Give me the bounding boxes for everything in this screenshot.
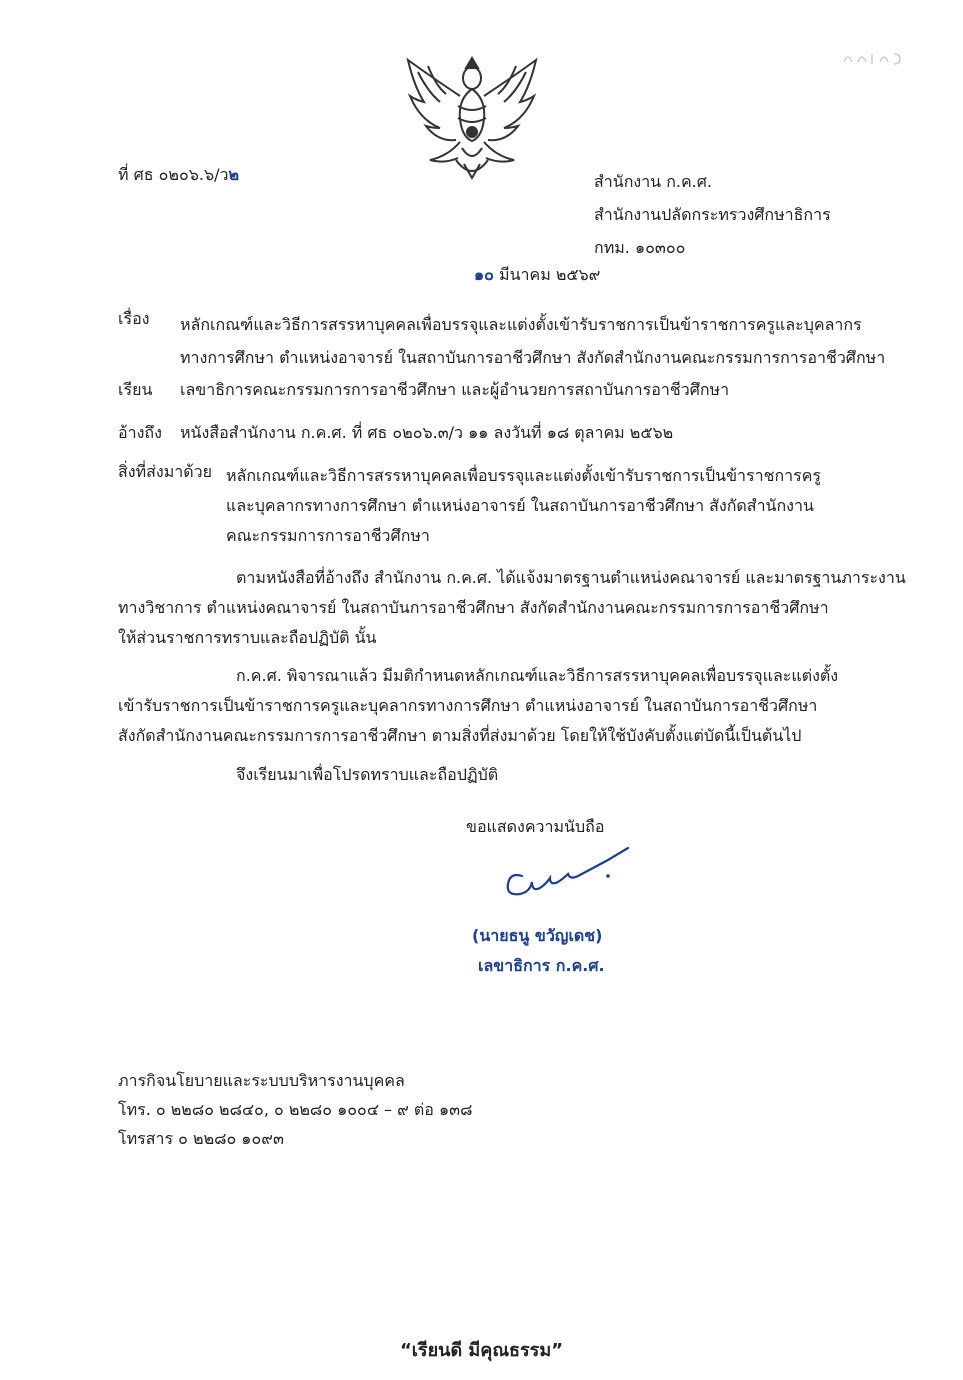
subject-label: เรื่อง (118, 309, 150, 328)
subject-line: ทางการศึกษา ตำแหน่งอาจารย์ ในสถาบันการอาชีวศึกษา สังกัดสำนักงานคณะกรรมการการอาชีวศึกษา (180, 348, 886, 367)
closing-statement: จึงเรียนมาเพื่อโปรดทราบและถือปฏิบัติ (236, 765, 499, 784)
enclosure-line: หลักเกณฑ์และวิธีการสรรหาบุคคลเพื่อบรรจุและแต่งตั้งเข้ารับราชการเป็นข้าราชการครู (226, 466, 821, 485)
enclosure-label: สิ่งที่ส่งมาด้วย (118, 462, 212, 481)
document-number (118, 164, 239, 186)
letter-date (474, 264, 600, 286)
document-number-prefix: ที่ ศธ ๐๒๐๖.๖/ว (118, 165, 229, 184)
footer-motto: “เรียนดี มีคุณธรรม” (399, 1340, 564, 1361)
paragraph-line: สังกัดสำนักงานคณะกรรมการการอาชีวศึกษา ตามสิ่งที่ส่งมาด้วย โดยให้ใช้บังคับตั้งแต่บัดนี้เป็นต้นไป (118, 726, 802, 745)
signer-name: (นายธนู ขวัญเดช) (472, 926, 603, 945)
paragraph-line: ก.ค.ศ. พิจารณาแล้ว มีมติกำหนดหลักเกณฑ์และวิธีการสรรหาบุคคลเพื่อบรรจุและแต่งตั้ง (236, 666, 839, 685)
paragraph-line: ตามหนังสือที่อ้างถึง สำนักงาน ก.ค.ศ. ได้แจ้งมาตรฐานตำแหน่งคณาจารย์ และมาตรฐานภาระงาน (236, 568, 906, 587)
body-paragraph-2 (118, 661, 838, 751)
date-month-year: มีนาคม ๒๕๖๙ (499, 265, 601, 284)
reference-label: อ้างถึง (118, 423, 162, 442)
sender-address (594, 165, 831, 264)
garuda-emblem-icon (398, 52, 546, 182)
paragraph-line: ทางวิชาการ ตำแหน่งคณาจารย์ ในสถาบันการอาชีวศึกษา สังกัดสำนักงานคณะกรรมการการอาชีวศึกษา (118, 598, 829, 617)
signer-position: เลขาธิการ ก.ค.ศ. (478, 956, 605, 975)
stamp-mark-icon (840, 48, 910, 68)
contact-telephone: โทร. ๐ ๒๒๘๐ ๒๘๔๐, ๐ ๒๒๘๐ ๑๐๐๔ – ๙ ต่อ ๑๓๘ (118, 1100, 473, 1119)
signature-icon (500, 846, 650, 906)
body-paragraph-1 (118, 563, 906, 653)
enclosure-text (226, 461, 821, 551)
paragraph-line: ให้ส่วนราชการทราบและถือปฏิบัติ นั้น (118, 628, 377, 647)
subject-text (180, 308, 885, 374)
sender-line-2: สำนักงานปลัดกระทรวงศึกษาธิการ (594, 205, 831, 224)
closing-salutation: ขอแสดงความนับถือ (466, 817, 605, 836)
subject-line: หลักเกณฑ์และวิธีการสรรหาบุคคลเพื่อบรรจุและแต่งตั้งเข้ารับราชการเป็นข้าราชการครูและบุคลากร (180, 315, 862, 334)
recipient-label: เรียน (118, 380, 153, 399)
enclosure-line: คณะกรรมการการอาชีวศึกษา (226, 526, 430, 545)
date-day: ๑๐ (474, 265, 494, 284)
reference-text: หนังสือสำนักงาน ก.ค.ศ. ที่ ศธ ๐๒๐๖.๓/ว ๑๑ ลงวันที่ ๑๘ ตุลาคม ๒๕๖๒ (180, 423, 674, 442)
contact-fax: โทรสาร ๐ ๒๒๘๐ ๑๐๙๓ (118, 1129, 284, 1148)
recipient-text: เลขาธิการคณะกรรมการการอาชีวศึกษา และผู้อำนวยการสถาบันการอาชีวศึกษา (180, 380, 730, 399)
document-number-suffix: ๒ (228, 165, 240, 184)
contact-unit: ภารกิจนโยบายและระบบบริหารงานบุคคล (118, 1071, 405, 1090)
sender-line-3: กทม. ๑๐๓๐๐ (594, 238, 686, 257)
paragraph-line: เข้ารับราชการเป็นข้าราชการครูและบุคลากรทางการศึกษา ตำแหน่งอาจารย์ ในสถาบันการอาชีวศึกษา (118, 696, 818, 715)
sender-line-1: สำนักงาน ก.ค.ศ. (594, 172, 712, 191)
enclosure-line: และบุคลากรทางการศึกษา ตำแหน่งอาจารย์ ในสถาบันการอาชีวศึกษา สังกัดสำนักงาน (226, 496, 814, 515)
